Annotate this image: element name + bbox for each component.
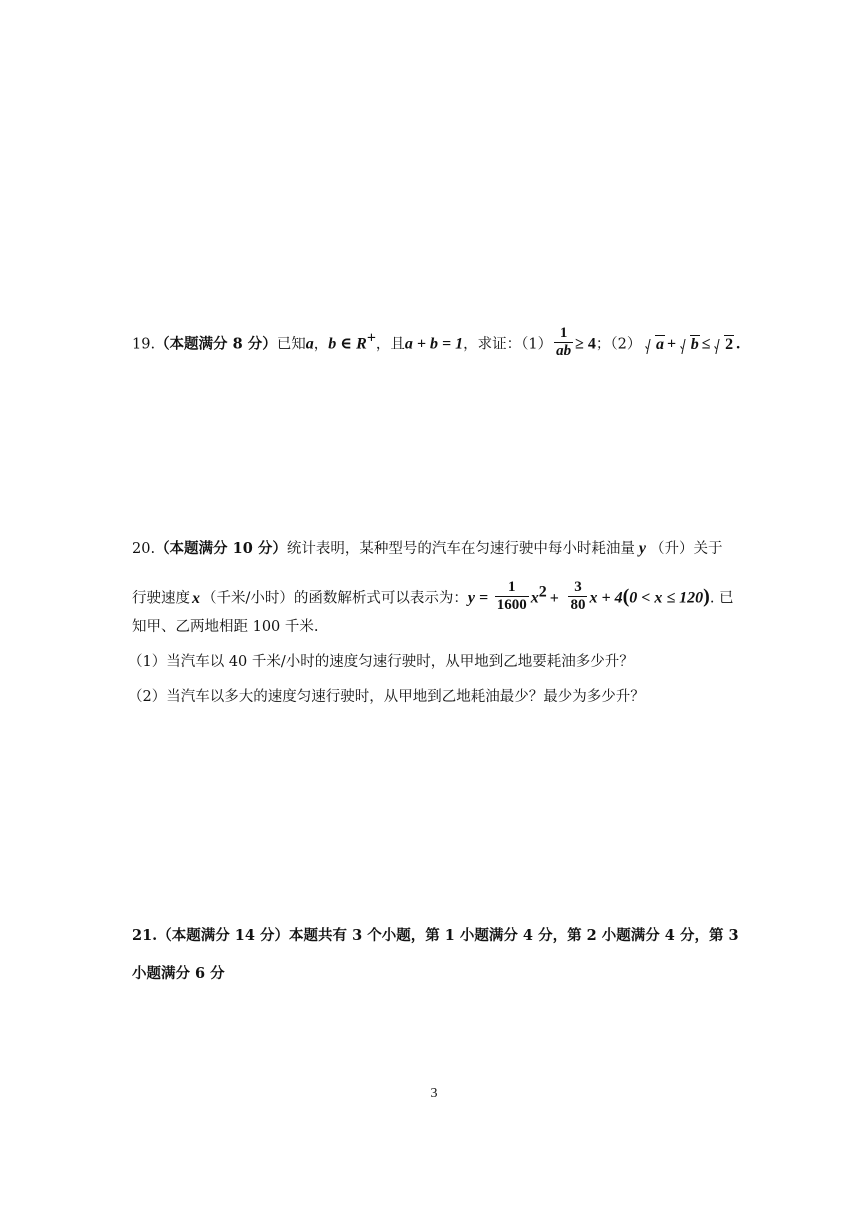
question-20-line-3: [132, 620, 319, 635]
q20-open-paren: (: [622, 585, 630, 608]
q19-sqrt-a-radicand: a: [655, 335, 664, 353]
q20-part2: （2）当汽车以多大的速度匀速行驶时，从甲地到乙地耗油最少？最少为多少升？: [128, 689, 645, 705]
q19-plus: +: [666, 335, 677, 353]
q19-sqrt-b: [681, 337, 700, 353]
q19-frac-num: 1: [554, 325, 573, 343]
q20-y-eq: y =: [467, 589, 489, 607]
q20-domain: 0 < x ≤ 120: [629, 589, 704, 607]
q20-fraction-3-over-80: [568, 579, 587, 614]
q19-condition: a + b = 1: [404, 335, 464, 353]
q20-var-y: y: [638, 540, 646, 557]
q19-sqrt-a: [646, 337, 665, 353]
q19-number: 19.: [132, 336, 156, 353]
q20-line2-end: . 已: [709, 590, 734, 607]
q20-line1-text: 统计表明，某种型号的汽车在匀速行驶中每小时耗油量: [286, 541, 635, 557]
q19-ineq1-rhs: ≥ 4: [575, 335, 596, 353]
q20-score: （本题满分 10 分）: [155, 540, 287, 557]
q19-and-text: ，且: [375, 336, 405, 353]
q20-line3: 知甲、乙两地相距 100 千米.: [132, 619, 319, 635]
q19-sqrt-b-radicand: b: [690, 335, 699, 353]
q20-frac-b-den: 80: [570, 597, 586, 613]
q19-end: .: [736, 335, 741, 353]
q20-part1: （1）当汽车以 40 千米/小时的速度匀速行驶时，从甲地到乙地要耗油多少升？: [128, 654, 634, 670]
q19-fraction-1-over-ab: [554, 325, 573, 360]
q19-set-sup: +: [366, 329, 376, 347]
q19-var-a: a: [305, 335, 314, 353]
q19-leq: ≤: [701, 335, 711, 353]
q20-number: 20.: [132, 541, 156, 557]
q20-x2-sup: 2: [538, 583, 547, 601]
q19-sqrt-2: [715, 337, 734, 353]
q20-var-x: x: [192, 589, 200, 607]
q19-set-expr: b ∈ R: [328, 335, 367, 353]
question-20-line-1: [132, 541, 722, 557]
q20-line2-pre: 行驶速度: [132, 590, 190, 607]
q19-prove-text: ，求证：（1）: [463, 336, 553, 353]
q19-intro: 已知: [276, 336, 306, 353]
question-19: [132, 327, 740, 362]
question-21-line-1: [132, 929, 739, 944]
q19-comma: ，: [313, 336, 329, 353]
question-20-part-2: [128, 690, 645, 705]
q20-x2: x: [530, 589, 539, 607]
page-number: 3: [430, 1086, 438, 1101]
q20-line2-mid: （千米/小时）的函数解析式可以表示为：: [202, 590, 468, 607]
q20-frac-a-den: 1600: [496, 597, 527, 613]
q20-x-plus4: x + 4: [589, 589, 623, 607]
q20-unit-y: （升）关于: [649, 541, 723, 557]
q19-part2-label: ；（2）: [595, 336, 642, 353]
q20-close-paren: ): [703, 585, 710, 608]
q20-plus1: +: [549, 589, 559, 607]
q21-number: 21.: [132, 927, 158, 944]
q21-line1-rest: 本题共有 3 个小题，第 1 小题满分 4 分，第 2 小题满分 4 分，第 3: [289, 927, 739, 944]
question-20-part-1: [128, 655, 634, 670]
question-20-line-2: [132, 581, 734, 616]
question-21-line-2: [132, 967, 225, 982]
q19-sqrt-2-radicand: 2: [725, 335, 734, 353]
q20-frac-b-num: 3: [568, 579, 587, 597]
q21-score: （本题满分 14 分）: [157, 927, 290, 944]
q20-fraction-1-over-1600: [495, 579, 529, 614]
q19-frac-den: ab: [556, 343, 572, 359]
q20-frac-a-num: 1: [495, 579, 529, 597]
q21-line2: 小题满分 6 分: [132, 965, 225, 982]
q19-score: （本题满分 8 分）: [155, 335, 277, 353]
